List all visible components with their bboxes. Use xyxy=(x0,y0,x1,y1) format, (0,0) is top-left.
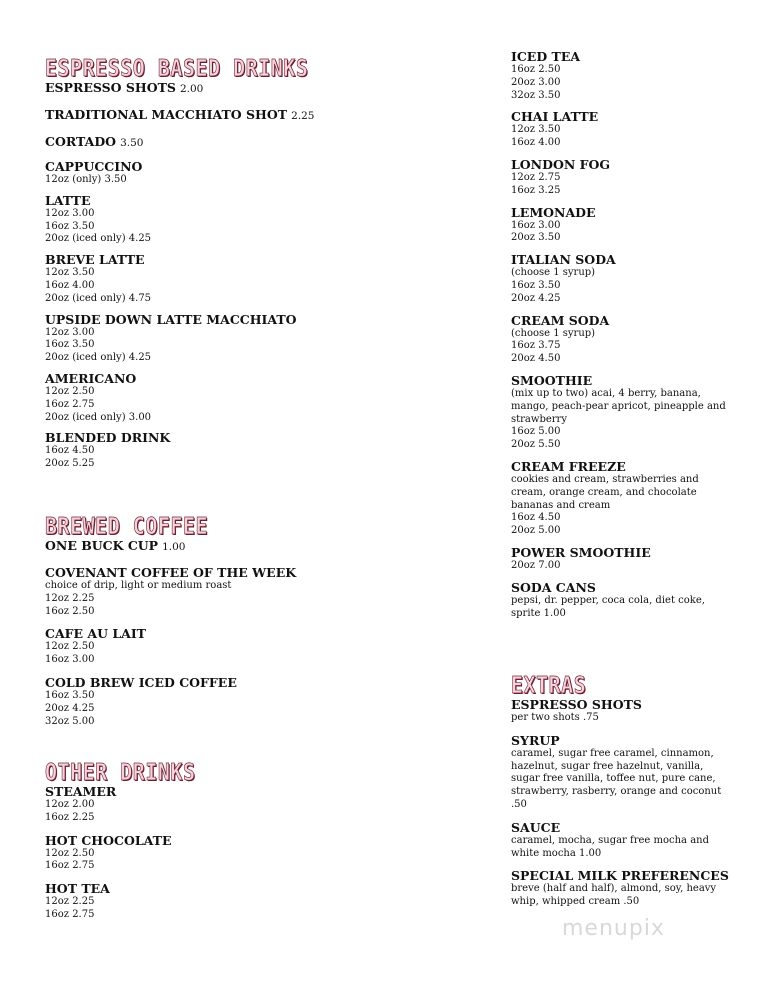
item-detail-line: 12oz 3.50 xyxy=(511,124,561,136)
item-detail-line: 16oz 2.75 xyxy=(45,908,95,920)
item-detail-line: choice of drip, light or medium roast xyxy=(45,580,232,591)
item-name xyxy=(511,868,761,883)
item-details xyxy=(45,327,465,365)
item-detail-line: 32oz 3.50 xyxy=(511,89,561,101)
item-details xyxy=(45,848,465,874)
item-detail-line: 16oz 3.75 xyxy=(511,340,561,352)
item-name xyxy=(45,430,465,445)
item-detail-line: 20oz (iced only) 3.00 xyxy=(45,411,152,423)
item-name-text: LATTE xyxy=(45,192,91,208)
item-details xyxy=(45,799,465,825)
item-detail-line: sugar free vanilla, toffee nut, pure cane, xyxy=(511,773,716,785)
item-price: 3.50 xyxy=(120,137,144,149)
item-details xyxy=(45,445,465,471)
item-details xyxy=(511,388,761,452)
item-name-text: CREAM FREEZE xyxy=(511,458,626,474)
item-details xyxy=(511,560,761,573)
item-details xyxy=(511,835,761,861)
menu-item xyxy=(45,675,465,728)
item-detail-line: mango, peach-pear apricot, pineapple and xyxy=(511,400,726,412)
item-detail-line: caramel, mocha, sugar free mocha and xyxy=(511,834,710,846)
item-details xyxy=(511,328,761,366)
menu-item xyxy=(45,565,465,618)
section-espresso xyxy=(45,54,465,471)
item-details xyxy=(511,64,761,102)
menu-item xyxy=(511,733,761,812)
item-details xyxy=(511,220,761,246)
item-name-text: ONE BUCK CUP xyxy=(45,538,159,553)
item-detail-line: 16oz 3.50 xyxy=(45,220,95,232)
item-name-text: COLD BREW ICED COFFEE xyxy=(45,674,237,690)
item-name xyxy=(511,733,761,748)
item-name-text: BREVE LATTE xyxy=(45,252,145,268)
item-name-text: POWER SMOOTHIE xyxy=(511,544,651,560)
item-detail-line: 20oz (iced only) 4.25 xyxy=(45,352,152,364)
item-name xyxy=(511,459,761,474)
item-name-text: LEMONADE xyxy=(511,204,596,220)
item-name xyxy=(511,820,761,835)
item-name-text: UPSIDE DOWN LATTE MACCHIATO xyxy=(45,311,297,327)
item-name-text: CAPPUCCINO xyxy=(45,159,143,174)
menu-item xyxy=(45,430,465,471)
section-other xyxy=(45,758,465,922)
item-details xyxy=(45,896,465,922)
item-price: 2.25 xyxy=(291,110,315,122)
item-name xyxy=(45,371,465,386)
section-other-drinks-continued xyxy=(511,49,761,620)
item-name xyxy=(511,252,761,267)
item-name-text: CAFE AU LAIT xyxy=(45,626,146,642)
menu-item xyxy=(45,252,465,305)
item-name xyxy=(511,580,761,595)
item-name-text: ICED TEA xyxy=(511,49,581,64)
item-detail-line: 20oz 4.25 xyxy=(511,292,561,304)
item-name-text: CORTADO xyxy=(45,134,117,149)
item-detail-line: 32oz 5.00 xyxy=(45,715,95,727)
item-detail-line: 16oz 2.75 xyxy=(45,398,95,410)
item-detail-line: 12oz 3.50 xyxy=(45,267,95,279)
menu-item xyxy=(45,312,465,365)
section-extras xyxy=(511,671,761,909)
item-name-text: HOT CHOCOLATE xyxy=(45,832,172,848)
item-detail-line: white mocha 1.00 xyxy=(511,847,602,859)
item-name xyxy=(45,134,465,151)
item-name-text: AMERICANO xyxy=(45,370,137,386)
item-name xyxy=(45,833,465,848)
menu-item xyxy=(511,313,761,366)
section-title-other: OTHER DRINKS xyxy=(45,758,196,786)
item-details xyxy=(45,641,465,667)
item-detail-line: .50 xyxy=(511,798,527,810)
item-detail-line: 12oz 2.25 xyxy=(45,896,95,908)
item-detail-line: strawberry xyxy=(511,413,567,425)
item-name-text: ITALIAN SODA xyxy=(511,252,616,268)
item-detail-line: 16oz 2.75 xyxy=(45,860,95,872)
item-detail-line: 16oz 4.00 xyxy=(511,137,561,149)
item-detail-line: 16oz 3.00 xyxy=(511,219,561,231)
item-name xyxy=(511,373,761,388)
item-price: 2.00 xyxy=(179,83,204,95)
item-detail-line: 20oz (iced only) 4.75 xyxy=(45,292,152,304)
item-details xyxy=(45,580,465,618)
item-detail-line: 20oz 5.50 xyxy=(511,439,561,451)
item-name xyxy=(511,49,761,64)
item-name-text: BLENDED DRINK xyxy=(45,430,171,446)
item-detail-line: 12oz (only) 3.50 xyxy=(45,174,127,185)
item-detail-line: 16oz 3.50 xyxy=(45,689,95,701)
item-name-text: SODA CANS xyxy=(511,579,596,595)
menu-item xyxy=(511,205,761,246)
item-detail-line: breve (half and half), almond, soy, heavy xyxy=(511,883,717,895)
item-detail-line: 16oz 3.25 xyxy=(511,184,561,196)
item-name-text: ESPRESSO SHOTS xyxy=(45,80,176,95)
section-title-extras: EXTRAS xyxy=(511,671,587,699)
item-detail-line: 12oz 2.50 xyxy=(45,385,95,397)
item-name xyxy=(45,107,465,124)
item-name-text: SMOOTHIE xyxy=(511,372,593,388)
item-details xyxy=(511,267,761,305)
item-detail-line: (mix up to two) acai, 4 berry, banana, xyxy=(511,387,701,399)
item-detail-line: 12oz 2.00 xyxy=(45,799,95,810)
item-details xyxy=(511,748,761,812)
item-name-text: COVENANT COFFEE OF THE WEEK xyxy=(45,565,297,580)
menu-item xyxy=(45,881,465,922)
menu-item xyxy=(511,820,761,861)
section-brewed xyxy=(45,512,465,728)
item-detail-line: 16oz 4.00 xyxy=(45,279,95,291)
menu-item xyxy=(511,580,761,621)
item-detail-line: 20oz 4.25 xyxy=(45,702,95,714)
item-detail-line: per two shots .75 xyxy=(511,712,599,723)
menu-item xyxy=(45,193,465,246)
item-detail-line: bananas and cream xyxy=(511,499,611,511)
item-detail-line: 20oz 5.00 xyxy=(511,525,561,537)
item-details xyxy=(511,595,761,621)
menu-item xyxy=(511,109,761,150)
item-name-text: TRADITIONAL MACCHIATO SHOT xyxy=(45,107,288,122)
item-detail-line: 16oz 3.50 xyxy=(511,279,561,291)
item-detail-line: 20oz (iced only) 4.25 xyxy=(45,233,152,245)
item-name xyxy=(45,881,465,896)
item-details xyxy=(45,386,465,424)
menu-item xyxy=(45,626,465,667)
menu-item xyxy=(511,697,761,725)
item-name-text: ESPRESSO SHOTS xyxy=(511,697,642,712)
menu-item xyxy=(511,545,761,573)
menu-item xyxy=(511,868,761,909)
item-name xyxy=(511,157,761,172)
item-name xyxy=(45,675,465,690)
item-detail-line: 16oz 4.50 xyxy=(45,445,95,457)
item-details xyxy=(511,883,761,909)
menu-item xyxy=(45,784,465,825)
item-name xyxy=(45,193,465,208)
item-name xyxy=(511,545,761,560)
item-name xyxy=(511,205,761,220)
item-name xyxy=(45,159,465,174)
menu-item xyxy=(511,373,761,452)
item-name-text: CREAM SODA xyxy=(511,312,610,328)
item-name-text: SYRUP xyxy=(511,732,560,748)
item-details xyxy=(511,474,761,538)
item-detail-line: 16oz 2.50 xyxy=(45,605,95,617)
item-name xyxy=(45,626,465,641)
item-detail-line: (choose 1 syrup) xyxy=(511,327,596,339)
item-details xyxy=(45,690,465,728)
menu-item xyxy=(45,107,465,124)
menu-item xyxy=(45,371,465,424)
menu-item xyxy=(511,459,761,538)
item-detail-line: 16oz 5.00 xyxy=(511,426,561,438)
item-name-text: LONDON FOG xyxy=(511,156,611,172)
item-name-text: SAUCE xyxy=(511,819,561,835)
item-details xyxy=(511,712,761,725)
item-detail-line: 16oz 3.00 xyxy=(45,654,95,666)
item-detail-line: 16oz 4.50 xyxy=(511,512,561,524)
item-detail-line: 16oz 2.50 xyxy=(511,64,561,75)
item-detail-line: 20oz 5.25 xyxy=(45,458,95,470)
item-name xyxy=(45,312,465,327)
menu-item xyxy=(511,252,761,305)
item-name xyxy=(511,109,761,124)
item-detail-line: 20oz 4.50 xyxy=(511,353,561,365)
item-detail-line: hazelnut, sugar free hazelnut, vanilla, xyxy=(511,760,704,772)
item-detail-line: 12oz 2.75 xyxy=(511,171,561,183)
item-detail-line: sprite 1.00 xyxy=(511,607,566,619)
watermark: menupix xyxy=(562,916,665,941)
item-detail-line: 12oz 2.50 xyxy=(45,847,95,859)
item-details xyxy=(45,267,465,305)
item-detail-line: cream, orange cream, and chocolate xyxy=(511,486,697,498)
item-name xyxy=(45,252,465,267)
item-detail-line: 12oz 2.50 xyxy=(45,641,95,653)
item-name-text: HOT TEA xyxy=(45,881,110,897)
item-detail-line: 20oz 7.00 xyxy=(511,559,561,571)
section-title-brewed: BREWED COFFEE xyxy=(45,512,209,540)
item-detail-line: 20oz 3.50 xyxy=(511,232,561,244)
item-detail-line: cookies and cream, strawberries and xyxy=(511,473,699,485)
item-detail-line: pepsi, dr. pepper, coca cola, diet coke, xyxy=(511,594,705,606)
menu-item xyxy=(45,159,465,187)
item-detail-line: 16oz 3.50 xyxy=(45,339,95,351)
item-name-text: CHAI LATTE xyxy=(511,109,599,125)
menu-item xyxy=(511,157,761,198)
item-detail-line: 20oz 3.00 xyxy=(511,76,561,88)
item-detail-line: caramel, sugar free caramel, cinnamon, xyxy=(511,747,714,759)
item-price: 1.00 xyxy=(162,541,186,553)
item-name-text: SPECIAL MILK PREFERENCES xyxy=(511,868,729,884)
item-detail-line: whip, whipped cream .50 xyxy=(511,896,640,908)
item-detail-line: 16oz 2.25 xyxy=(45,811,95,823)
item-detail-line: 12oz 3.00 xyxy=(45,207,95,219)
item-detail-line: 12oz 3.00 xyxy=(45,326,95,338)
item-detail-line: (choose 1 syrup) xyxy=(511,267,596,279)
menu-item xyxy=(511,49,761,102)
item-name xyxy=(511,313,761,328)
item-details xyxy=(45,174,465,187)
item-details xyxy=(45,208,465,246)
menu-item xyxy=(45,134,465,151)
item-detail-line: 12oz 2.25 xyxy=(45,592,95,604)
item-name-text: STEAMER xyxy=(45,784,117,799)
item-details xyxy=(511,124,761,150)
item-details xyxy=(511,172,761,198)
section-title-espresso: ESPRESSO BASED DRINKS xyxy=(45,54,309,82)
item-name xyxy=(45,565,465,580)
menu-item xyxy=(45,833,465,874)
item-detail-line: strawberry, rasberry, orange and coconut xyxy=(511,786,722,798)
